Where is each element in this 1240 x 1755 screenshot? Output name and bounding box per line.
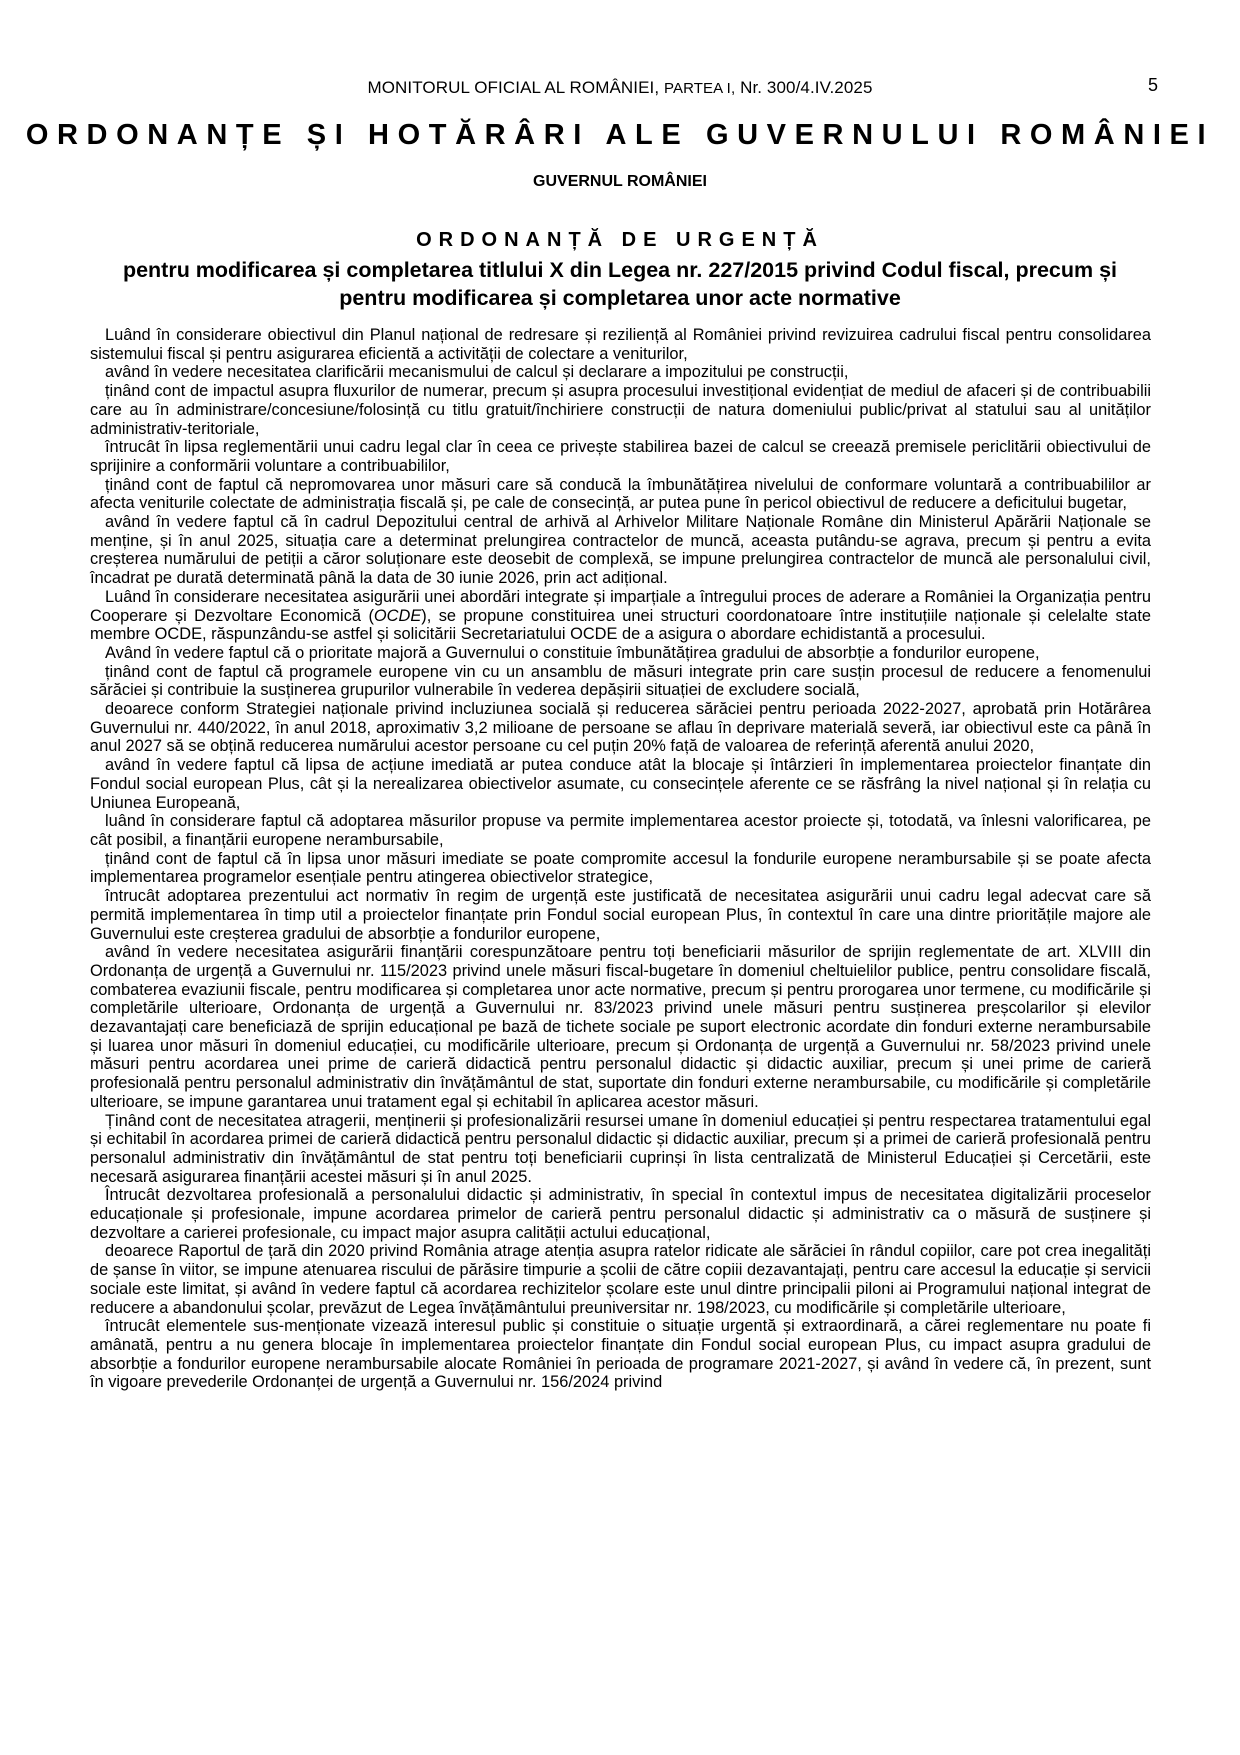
paragraph: având în vedere necesitatea clarificării mecanismului de calcul și declarare a impozitului pe construcții, <box>105 363 849 382</box>
paragraph: întrucât în lipsa reglementării unui cadru legal clar în ceea ce privește stabilirea bazei de calcul se creează premisele periclitării obiectivului de sprijinire a conformării voluntare a contribuabililor, <box>90 438 1151 475</box>
paragraph: având în vedere necesitatea asigurării finanțării corespunzătoare pentru toți beneficiarii măsurilor de sprijin reglementate de art. XLVIII din Ordonanța de urgență a Guvernului nr. 115/2023 privind unele măsuri fiscal-bugetare în domeniul cheltuielilor publice, pentru consolidare fiscală, combaterea evaziunii fiscale, pentru modificarea și completarea unor acte normative, precum și pentru prorogarea unor termene, cu modificările și completările ulterioare, Ordonanța de urgență a Guvernului nr. 83/2023 privind unele măsuri pentru susținerea preșcolarilor și elevilor dezavantajați care beneficiază de sprijin educațional pe bază de tichete sociale pe suport electronic acordate din fonduri externe nerambursabile și luarea unor măsuri în domeniul educației, cu modificările ulterioare, precum și Ordonanța de urgență a Guvernului nr. 58/2023 privind unele măsuri pentru acordarea unei prime de carieră didactică pentru personalul didactic și didactic auxiliar, precum și unei prime de carieră profesională pentru personalul administrativ din învățământul de stat, suportate din fonduri externe nerambursabile, cu modificările și completările ulterioare, se impune garantarea unui tratament egal și echitabil în aplicarea acestor măsuri. <box>90 943 1151 1111</box>
paragraph: Luând în considerare obiectivul din Planul național de redresare și reziliență al României privind revizuirea cadrului fiscal pentru consolidarea sistemului fiscal și pentru asigurarea eficientă a activității de colectare a veniturilor, <box>90 326 1151 363</box>
document-type: ORDONANȚĂ DE URGENȚĂ <box>416 229 824 251</box>
paragraph: întrucât adoptarea prezentului act normativ în regim de urgență este justificată de necesitatea asigurării unui cadru legal adecvat care să permită implementarea în timp util a proiectelor finanțate prin Fondul social european Plus, în contextul în care una dintre prioritățile majore ale Guvernului este creșterea gradului de absorbție a fondurilor europene, <box>90 887 1151 943</box>
paragraph: ținând cont de faptul că nepromovarea unor măsuri care să conducă la îmbunătățirea nivelului de conformare voluntară a contribuabililor ar afecta veniturile colectate de administrația fiscală și, pe cale de consecință, ar putea pune în pericol obiectivul de reducere a deficitului bugetar, <box>90 475 1151 513</box>
paragraph: Ținând cont de necesitatea atragerii, menținerii și profesionalizării resursei umane în domeniul educației și pentru respectarea tratamentului egal și echitabil în acordarea primei de carieră didactică pentru personalul didactic și didactic auxiliar, precum și a primei de carieră profesională pentru personalul administrativ din învățământul de stat pentru toți beneficiarii cuprinși în lista centralizată de Ministerul Educației și Cercetării, este necesară asigurarea finanțării acestei măsuri și în anul 2025. <box>90 1111 1151 1186</box>
running-header <box>0 78 1240 98</box>
paragraph: deoarece Raportul de țară din 2020 privind România atrage atenția asupra ratelor ridicate ale sărăciei în rândul copiilor, care pot crea inegalități de șanse în viitor, se impune atenuarea riscului de părăsire timpurie a școlii de către copiii dezavantajați, pentru care accesul la educație și servicii sociale este limitat, și având în vedere faptul că acordarea rechizitelor școlare este unul dintre principalii piloni ai Programului național integrat de reducere a abandonului școlar, prevăzut de Legea învățământului preuniversitar nr. 198/2023, cu modificările și completările ulterioare, <box>90 1242 1151 1317</box>
paragraph: având în vedere faptul că lipsa de acțiune imediată ar putea conduce atât la blocaje și întârzieri în implementarea proiectelor finanțate din Fondul social european Plus, cât și la nerealizarea obiectivelor asumate, cu consecințele aferente ce se răsfrâng la nivel național și în relația cu Uniunea Europeană, <box>90 756 1151 812</box>
paragraph: Având în vedere faptul că o prioritate majoră a Guvernului o constituie îmbunătățirea gradului de absorbție a fondurilor europene, <box>105 643 1040 662</box>
paragraph: Luând în considerare necesitatea asigurării unei abordări integrate și imparțiale a întregului proces de aderare a României la Organizația pentru Cooperare și Dezvoltare Economică (OCDE), se propune constituirea unei structuri coordonatoare între instituțiile naționale și celelalte state membre OCDE, răspunzându-se astfel și solicitării Secretariatului OCDE de a asigura o abordare echidistantă a procesului. <box>90 587 1151 644</box>
paragraph: luând în considerare faptul că adoptarea măsurilor propuse va permite implementarea acestor proiecte și, totodată, va înlesni valorificarea, pe cât posibil, a finanțării europene nerambursabile, <box>90 812 1151 849</box>
section-title: ORDONANȚE ȘI HOTĂRÂRI ALE GUVERNULUI ROMÂNIEI <box>25 119 1215 151</box>
issuer: GUVERNUL ROMÂNIEI <box>533 173 707 190</box>
paragraph: ținând cont de impactul asupra fluxurilor de numerar, precum și asupra procesului investițional evidențiat de mediul de afaceri și de contribuabilii care au în administrare/concesiune/folosință cu titlu gratuit/închiriere construcții de natura domeniului public/privat al statului sau al unităților administrativ-teritoriale, <box>90 382 1151 438</box>
page-number: 5 <box>1147 75 1158 95</box>
paragraph: ținând cont de faptul că programele europene vin cu un ansamblu de măsuri integrate prin care susțin procesul de reducere a fenomenului sărăciei și contribuie la susținerea grupurilor vulnerabile în vederea depășirii situației de excludere socială, <box>90 662 1151 700</box>
document-subtitle: pentru modificarea și completarea titlului X din Legea nr. 227/2015 privind Codul fiscal, precum și pentru modificarea și completarea unor acte normative <box>122 258 1118 310</box>
paragraph: Întrucât dezvoltarea profesională a personalului didactic și administrativ, în special în contextul impus de necesitatea digitalizării proceselor educaționale și profesionale, impune acordarea primelor de carieră pentru personalul didactic și administrativ ca o măsură de susținere și dezvoltare a carierei profesionale, cu impact major asupra calității actului educațional, <box>90 1186 1151 1242</box>
paragraph: deoarece conform Strategiei naționale privind incluziunea socială și reducerea sărăciei pentru perioada 2022-2027, aprobată prin Hotărârea Guvernului nr. 440/2022, în anul 2018, aproximativ 3,2 milioane de persoane se aflau în deprivare materială severă, iar obiectivul este ca până în anul 2027 să se obțină reducerea numărului acestor persoane cu cel puțin 20% față de valoarea de referință aferentă anului 2020, <box>90 700 1151 756</box>
paragraph: întrucât elementele sus-menționate vizează interesul public și constituie o situație urgentă și extraordinară, a cărei reglementare nu poate fi amânată, pentru a nu genera blocaje în implementarea proiectelor finanțate din Fondul social european Plus, cu impact asupra gradului de absorbție a fondurilor europene nerambursabile alocate României în perioada de programare 2021-2027, și având în vedere că, în prezent, sunt în vigoare prevederile Ordonanței de urgență a Guvernului nr. 156/2024 privind <box>90 1317 1151 1392</box>
paragraph: având în vedere faptul că în cadrul Depozitului central de arhivă al Arhivelor Militare Naționale Române din Ministerul Apărării Naționale se menține, și în anul 2025, situația care a determinat prelungirea contractelor de muncă, aceasta putându-se agrava, precum și pentru a evita creșterea numărului de petiții a căror soluționare este deosebit de complexă, se impune prelungirea contractelor de muncă ale personalului civil, încadrat pe durată determinată până la data de 30 iunie 2026, prin act adițional. <box>90 513 1151 588</box>
publication-part: PARTEA I, <box>664 80 736 97</box>
preamble-text <box>90 326 1151 1392</box>
paragraph: ținând cont de faptul că în lipsa unor măsuri imediate se poate compromite accesul la fondurile europene nerambursabile și se poate afecta implementarea programelor esențiale pentru atingerea obiectivelor strategice, <box>90 849 1151 887</box>
publication-name: MONITORUL OFICIAL AL ROMÂNIEI, <box>367 78 660 97</box>
issue-number: Nr. 300/4.IV.2025 <box>740 78 873 97</box>
